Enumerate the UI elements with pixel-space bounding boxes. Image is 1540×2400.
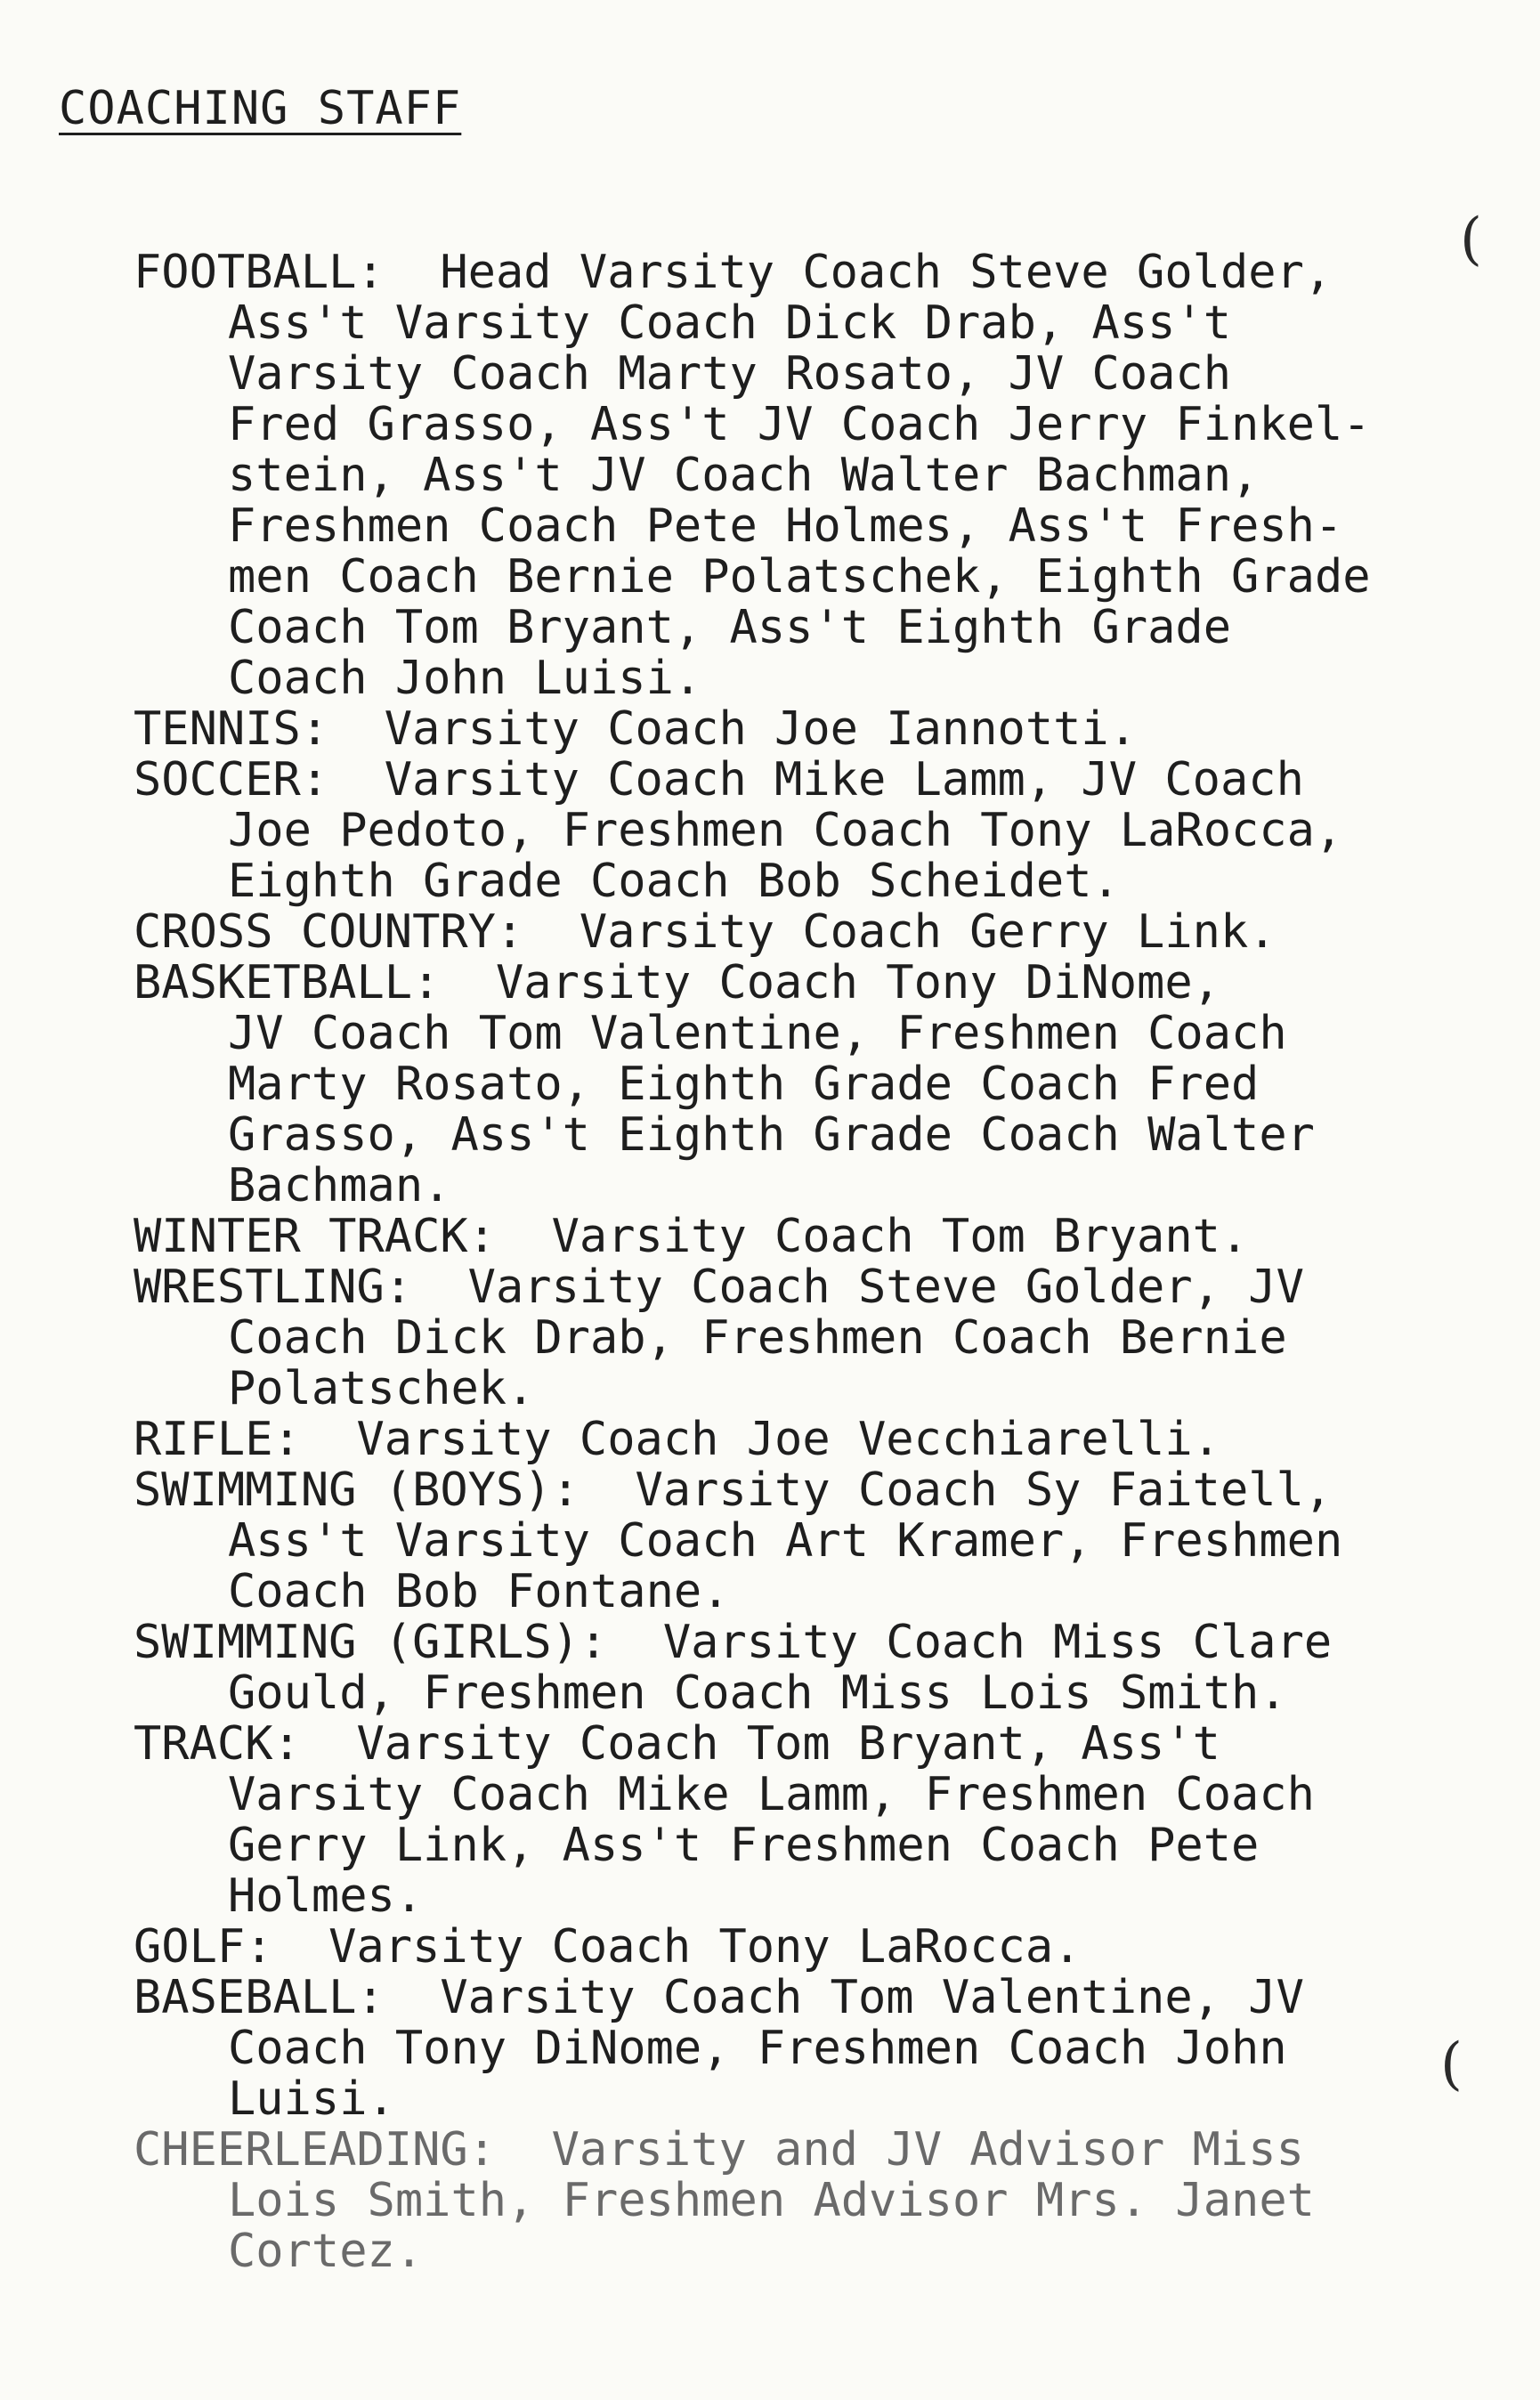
entry-continuation-line: men Coach Bernie Polatschek, Eighth Grade <box>228 550 1371 604</box>
entry-first-line: SWIMMING (GIRLS): Varsity Coach Miss Clare <box>134 1616 1333 1669</box>
entry-continuation-line: Varsity Coach Mike Lamm, Freshmen Coach <box>228 1768 1315 1821</box>
entry-continuation-line: Gould, Freshmen Coach Miss Lois Smith. <box>228 1666 1287 1720</box>
entry-continuation-line: Coach Dick Drab, Freshmen Coach Bernie <box>228 1311 1287 1365</box>
coaching-entry <box>134 958 1522 1212</box>
coaching-entry <box>134 2125 1522 2277</box>
coaching-entry <box>134 1415 1522 1465</box>
entry-first-line: SWIMMING (BOYS): Varsity Coach Sy Faitell, <box>134 1464 1333 1517</box>
entry-first-line: RIFLE: Varsity Coach Joe Vecchiarelli. <box>134 1413 1220 1466</box>
entry-continuation-line: Eighth Grade Coach Bob Scheidet. <box>228 855 1120 908</box>
entry-continuation-line: Coach Tony DiNome, Freshmen Coach John <box>228 2022 1287 2075</box>
entry-continuation-line: Coach Tom Bryant, Ass't Eighth Grade <box>228 601 1232 654</box>
entry-first-line: BASEBALL: Varsity Coach Tom Valentine, JV <box>134 1971 1304 2024</box>
coaching-staff-list <box>134 247 1522 2277</box>
page-title: COACHING STAFF <box>59 82 462 135</box>
entry-continuation-line: Luisi. <box>228 2072 395 2126</box>
margin-bracket-mark: ( <box>1460 207 1482 272</box>
entry-continuation-line: stein, Ass't JV Coach Walter Bachman, <box>228 449 1260 502</box>
entry-continuation-line: Coach John Luisi. <box>228 652 702 705</box>
entry-first-line: BASKETBALL: Varsity Coach Tony DiNome, <box>134 956 1220 1009</box>
entry-continuation-line: Polatschek. <box>228 1362 535 1415</box>
entry-continuation-line: Ass't Varsity Coach Dick Drab, Ass't <box>228 296 1232 350</box>
coaching-entry <box>134 1719 1522 1922</box>
entry-first-line: TRACK: Varsity Coach Tom Bryant, Ass't <box>134 1717 1220 1771</box>
entry-continuation-line: JV Coach Tom Valentine, Freshmen Coach <box>228 1007 1287 1060</box>
entry-first-line: WRESTLING: Varsity Coach Steve Golder, JV <box>134 1261 1304 1314</box>
coaching-entry <box>134 755 1522 907</box>
entry-first-line: TENNIS: Varsity Coach Joe Iannotti. <box>134 702 1138 756</box>
entry-continuation-line: Bachman. <box>228 1159 451 1212</box>
entry-continuation-line: Gerry Link, Ass't Freshmen Coach Pete <box>228 1819 1260 1872</box>
coaching-entry <box>134 1465 1522 1618</box>
entry-continuation-line: Lois Smith, Freshmen Advisor Mrs. Janet <box>228 2174 1315 2227</box>
entry-continuation-line: Varsity Coach Marty Rosato, JV Coach <box>228 347 1232 401</box>
coaching-entry <box>134 1973 1522 2125</box>
entry-continuation-line: Grasso, Ass't Eighth Grade Coach Walter <box>228 1108 1315 1162</box>
entry-continuation-line: Fred Grasso, Ass't JV Coach Jerry Finkel- <box>228 398 1371 451</box>
entry-first-line: CROSS COUNTRY: Varsity Coach Gerry Link. <box>134 905 1277 959</box>
entry-continuation-line: Cortez. <box>228 2225 424 2278</box>
coaching-entry <box>134 1922 1522 1973</box>
entry-continuation-line: Marty Rosato, Eighth Grade Coach Fred <box>228 1058 1260 1111</box>
coaching-entry <box>134 247 1522 704</box>
coaching-entry <box>134 1212 1522 1262</box>
coaching-entry <box>134 704 1522 755</box>
coaching-entry <box>134 1618 1522 1719</box>
entry-continuation-line: Ass't Varsity Coach Art Kramer, Freshmen <box>228 1514 1343 1568</box>
entry-first-line: GOLF: Varsity Coach Tony LaRocca. <box>134 1920 1082 1974</box>
entry-continuation-line: Freshmen Coach Pete Holmes, Ass't Fresh- <box>228 499 1343 553</box>
entry-continuation-line: Coach Bob Fontane. <box>228 1565 730 1618</box>
entry-first-line: WINTER TRACK: Varsity Coach Tom Bryant. <box>134 1210 1249 1263</box>
entry-first-line: FOOTBALL: Head Varsity Coach Steve Golder, <box>134 246 1333 299</box>
entry-continuation-line: Joe Pedoto, Freshmen Coach Tony LaRocca, <box>228 804 1343 857</box>
coaching-entry <box>134 907 1522 958</box>
entry-continuation-line: Holmes. <box>228 1869 424 1923</box>
entry-first-line: SOCCER: Varsity Coach Mike Lamm, JV Coach <box>134 753 1304 807</box>
coaching-entry <box>134 1262 1522 1415</box>
entry-first-line: CHEERLEADING: Varsity and JV Advisor Miss <box>134 2123 1304 2177</box>
margin-bracket-mark: ( <box>1440 2031 1463 2097</box>
